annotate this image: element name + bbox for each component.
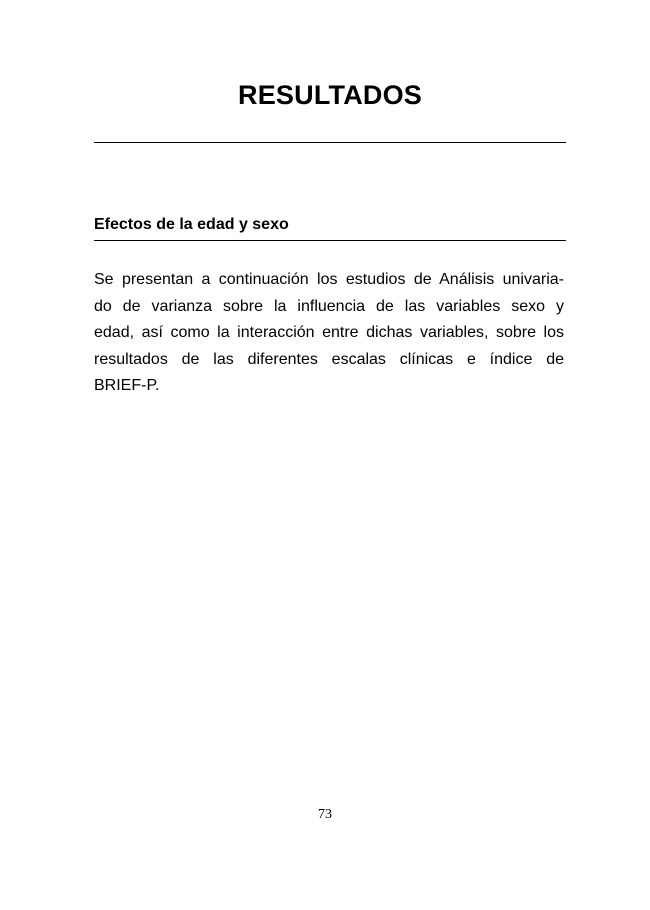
- page-title: RESULTADOS: [238, 80, 422, 110]
- body-paragraph: [94, 267, 564, 400]
- page-number: 73: [318, 807, 332, 822]
- section-heading: Efectos de la edad y sexo: [94, 216, 289, 233]
- body-line: edad, así como la interacción entre dichas variables, sobre los: [94, 324, 564, 341]
- section-divider: [94, 240, 566, 241]
- body-line: resultados de las diferentes escalas clínicas e índice de: [94, 350, 564, 368]
- body-line: BRIEF-P.: [94, 377, 160, 394]
- title-divider: [94, 142, 566, 143]
- body-line: do de varianza sobre la influencia de las variables sexo y: [94, 297, 564, 315]
- body-line: Se presentan a continuación los estudios de Análisis univaria-: [94, 271, 564, 288]
